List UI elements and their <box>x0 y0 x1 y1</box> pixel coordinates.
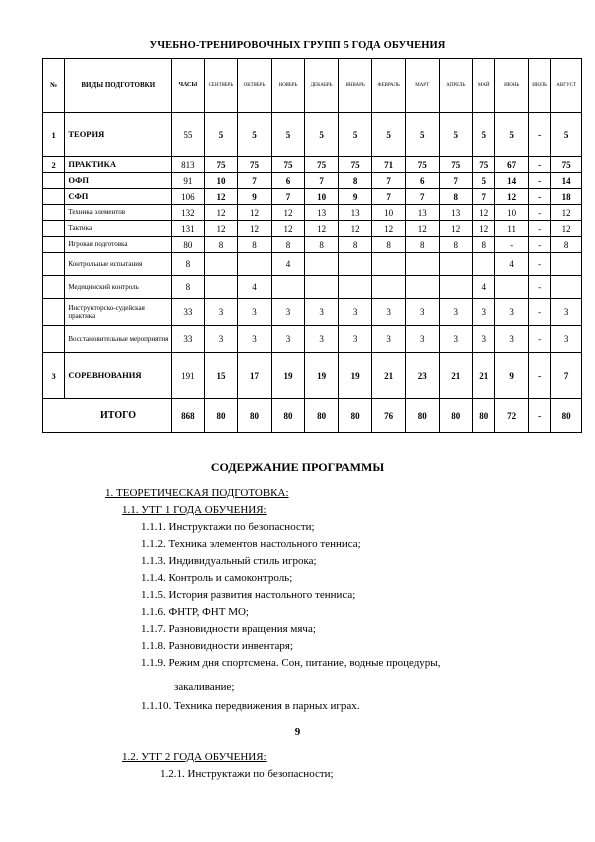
table-row <box>43 221 582 237</box>
month-cell: 12 <box>271 205 305 221</box>
row-name: ТЕОРИЯ <box>65 113 172 157</box>
row-index <box>43 253 65 276</box>
month-cell: 21 <box>473 353 495 399</box>
month-cell: 9 <box>238 189 272 205</box>
month-cell: 8 <box>204 237 238 253</box>
month-cell: 3 <box>372 299 406 326</box>
month-cell: 5 <box>439 113 473 157</box>
row-hours: 8 <box>172 253 205 276</box>
month-cell: 6 <box>405 173 439 189</box>
month-cell: 3 <box>372 326 406 353</box>
table-row <box>43 326 582 353</box>
row-name: Игровая подготовка <box>65 237 172 253</box>
month-cell <box>372 253 406 276</box>
month-cell: 12 <box>495 189 529 205</box>
month-cell: 3 <box>495 299 529 326</box>
month-cell: 3 <box>405 299 439 326</box>
month-cell: 12 <box>551 205 582 221</box>
table-row <box>43 173 582 189</box>
month-cell: - <box>528 237 550 253</box>
month-cell: 3 <box>439 299 473 326</box>
header-month: ДЕКАБРЬ <box>305 59 339 113</box>
total-row <box>43 399 582 433</box>
month-cell: - <box>528 326 550 353</box>
month-cell: 8 <box>439 237 473 253</box>
header-month: ИЮНЬ <box>495 59 529 113</box>
month-cell: 7 <box>372 173 406 189</box>
month-cell: 12 <box>305 221 339 237</box>
row-hours: 33 <box>172 326 205 353</box>
month-cell: 5 <box>338 113 372 157</box>
month-cell: 17 <box>238 353 272 399</box>
row-name: Восстановительные мероприятия <box>65 326 172 353</box>
row-index <box>43 276 65 299</box>
total-month-cell: - <box>528 399 550 433</box>
month-cell <box>439 253 473 276</box>
month-cell: 7 <box>271 189 305 205</box>
row-name: ОФП <box>65 173 172 189</box>
month-cell: - <box>528 157 550 173</box>
header-month: НОЯБРЬ <box>271 59 305 113</box>
header-month: ИЮЛЬ <box>528 59 550 113</box>
month-cell: 19 <box>338 353 372 399</box>
month-cell <box>473 253 495 276</box>
total-label: ИТОГО <box>65 399 172 433</box>
row-hours: 8 <box>172 276 205 299</box>
month-cell: 10 <box>372 205 406 221</box>
header-kind: ВИДЫ ПОДГОТОВКИ <box>65 59 172 113</box>
month-cell: 7 <box>405 189 439 205</box>
row-hours: 132 <box>172 205 205 221</box>
month-cell: 21 <box>439 353 473 399</box>
month-cell: 5 <box>551 113 582 157</box>
month-cell: 5 <box>271 113 305 157</box>
month-cell: - <box>528 113 550 157</box>
month-cell: 75 <box>338 157 372 173</box>
row-index: 2 <box>43 157 65 173</box>
row-index: 1 <box>43 113 65 157</box>
toc-item: 1.1.5. История развития настольного тенниса; <box>141 589 356 601</box>
month-cell: 75 <box>204 157 238 173</box>
month-cell: 3 <box>204 299 238 326</box>
month-cell: 5 <box>305 113 339 157</box>
month-cell <box>495 276 529 299</box>
row-index <box>43 205 65 221</box>
total-month-cell: 76 <box>372 399 406 433</box>
month-cell: 19 <box>305 353 339 399</box>
month-cell <box>439 276 473 299</box>
month-cell: 7 <box>372 189 406 205</box>
month-cell: 3 <box>271 299 305 326</box>
table-row <box>43 353 582 399</box>
table-row <box>43 189 582 205</box>
month-cell: 12 <box>473 221 495 237</box>
total-month-cell: 80 <box>473 399 495 433</box>
month-cell: 8 <box>405 237 439 253</box>
header-month: МАЙ <box>473 59 495 113</box>
month-cell: 4 <box>271 253 305 276</box>
toc-item: 1.1.7. Разновидности вращения мяча; <box>141 623 316 635</box>
month-cell: 11 <box>495 221 529 237</box>
month-cell: 4 <box>238 276 272 299</box>
toc-item: 1.1.9. Режим дня спортсмена. Сон, питание, водные процедуры, <box>141 657 441 669</box>
month-cell: 12 <box>204 189 238 205</box>
month-cell: 75 <box>439 157 473 173</box>
month-cell: 5 <box>204 113 238 157</box>
month-cell: 3 <box>238 299 272 326</box>
row-index: 3 <box>43 353 65 399</box>
month-cell <box>372 276 406 299</box>
month-cell: 3 <box>495 326 529 353</box>
month-cell: 12 <box>238 205 272 221</box>
page-number: 9 <box>294 726 301 738</box>
row-hours: 91 <box>172 173 205 189</box>
row-hours: 813 <box>172 157 205 173</box>
toc-item: 1.1.3. Индивидуальный стиль игрока; <box>141 555 317 567</box>
header-month: МАРТ <box>405 59 439 113</box>
row-name: Медицинский контроль <box>65 276 172 299</box>
header-hours: ЧАСЫ <box>172 59 205 113</box>
header-month: АПРЕЛЬ <box>439 59 473 113</box>
month-cell: 15 <box>204 353 238 399</box>
month-cell: 10 <box>305 189 339 205</box>
month-cell <box>271 276 305 299</box>
table-header-row <box>43 59 582 113</box>
month-cell: 7 <box>238 173 272 189</box>
month-cell: 3 <box>238 326 272 353</box>
month-cell: 13 <box>439 205 473 221</box>
month-cell: 8 <box>551 237 582 253</box>
total-month-cell: 80 <box>405 399 439 433</box>
month-cell: 8 <box>271 237 305 253</box>
total-month-cell: 80 <box>338 399 372 433</box>
month-cell: 3 <box>338 326 372 353</box>
month-cell: 21 <box>372 353 406 399</box>
month-cell <box>551 253 582 276</box>
month-cell: 75 <box>551 157 582 173</box>
month-cell: 9 <box>338 189 372 205</box>
toc-heading-1: 1. ТЕОРЕТИЧЕСКАЯ ПОДГОТОВКА: <box>105 487 289 499</box>
month-cell: 13 <box>338 205 372 221</box>
month-cell: 7 <box>439 173 473 189</box>
total-month-cell: 80 <box>305 399 339 433</box>
month-cell: 3 <box>473 299 495 326</box>
total-month-cell: 80 <box>439 399 473 433</box>
month-cell: 14 <box>495 173 529 189</box>
month-cell: 3 <box>305 326 339 353</box>
header-month: ОКТЯБРЬ <box>238 59 272 113</box>
month-cell: 8 <box>338 237 372 253</box>
month-cell: 4 <box>473 276 495 299</box>
month-cell: 5 <box>372 113 406 157</box>
table-row <box>43 237 582 253</box>
month-cell: 5 <box>473 113 495 157</box>
month-cell: 3 <box>338 299 372 326</box>
header-month: ФЕВРАЛЬ <box>372 59 406 113</box>
total-hours: 868 <box>172 399 205 433</box>
month-cell: 12 <box>405 221 439 237</box>
month-cell: 3 <box>305 299 339 326</box>
row-hours: 191 <box>172 353 205 399</box>
month-cell: 12 <box>372 221 406 237</box>
row-name: Контрольные испытания <box>65 253 172 276</box>
month-cell: 13 <box>405 205 439 221</box>
month-cell: 4 <box>495 253 529 276</box>
total-index <box>43 399 65 433</box>
month-cell: - <box>495 237 529 253</box>
toc-item: 1.2.1. Инструктажи по безопасности; <box>160 768 334 780</box>
toc-heading-1-1: 1.1. УТГ 1 ГОДА ОБУЧЕНИЯ: <box>122 504 267 516</box>
month-cell: - <box>528 276 550 299</box>
toc-item: 1.1.10. Техника передвижения в парных играх. <box>141 700 360 712</box>
month-cell: 8 <box>238 237 272 253</box>
table-row <box>43 299 582 326</box>
month-cell: 12 <box>271 221 305 237</box>
table-row <box>43 113 582 157</box>
month-cell: 19 <box>271 353 305 399</box>
row-index <box>43 237 65 253</box>
month-cell <box>204 276 238 299</box>
toc-item: 1.1.1. Инструктажи по безопасности; <box>141 521 315 533</box>
month-cell: 5 <box>495 113 529 157</box>
month-cell: - <box>528 299 550 326</box>
month-cell: 8 <box>305 237 339 253</box>
total-month-cell: 80 <box>551 399 582 433</box>
row-hours: 131 <box>172 221 205 237</box>
month-cell: 3 <box>271 326 305 353</box>
month-cell: - <box>528 221 550 237</box>
month-cell: 12 <box>473 205 495 221</box>
toc-heading-1-2: 1.2. УТГ 2 ГОДА ОБУЧЕНИЯ: <box>122 751 267 763</box>
row-hours: 106 <box>172 189 205 205</box>
row-name: СОРЕВНОВАНИЯ <box>65 353 172 399</box>
month-cell <box>305 253 339 276</box>
month-cell: - <box>528 353 550 399</box>
month-cell <box>405 276 439 299</box>
month-cell: 14 <box>551 173 582 189</box>
row-index <box>43 173 65 189</box>
month-cell: 3 <box>439 326 473 353</box>
month-cell: 75 <box>271 157 305 173</box>
toc-item: 1.1.6. ФНТР, ФНТ МО; <box>141 606 249 618</box>
row-hours: 33 <box>172 299 205 326</box>
toc-item: 1.1.8. Разновидности инвентаря; <box>141 640 294 652</box>
month-cell: 6 <box>271 173 305 189</box>
table-row <box>43 205 582 221</box>
training-plan-table <box>42 58 582 433</box>
month-cell: 8 <box>338 173 372 189</box>
month-cell: - <box>528 189 550 205</box>
header-num: № <box>43 59 65 113</box>
month-cell: - <box>528 205 550 221</box>
table-title: УЧЕБНО-ТРЕНИРОВОЧНЫХ ГРУПП 5 ГОДА ОБУЧЕНИЯ <box>149 40 446 51</box>
month-cell: 8 <box>372 237 406 253</box>
month-cell: 18 <box>551 189 582 205</box>
month-cell <box>405 253 439 276</box>
month-cell: 23 <box>405 353 439 399</box>
row-index <box>43 299 65 326</box>
month-cell <box>338 253 372 276</box>
month-cell: 75 <box>238 157 272 173</box>
total-month-cell: 80 <box>238 399 272 433</box>
month-cell: 12 <box>439 221 473 237</box>
row-index <box>43 189 65 205</box>
month-cell: 3 <box>551 299 582 326</box>
month-cell: 3 <box>204 326 238 353</box>
month-cell: 12 <box>338 221 372 237</box>
month-cell <box>551 276 582 299</box>
month-cell: 10 <box>204 173 238 189</box>
month-cell: 7 <box>551 353 582 399</box>
table-row <box>43 157 582 173</box>
month-cell: 7 <box>473 189 495 205</box>
total-month-cell: 72 <box>495 399 529 433</box>
month-cell <box>204 253 238 276</box>
toc-item: 1.1.2. Техника элементов настольного тенниса; <box>141 538 361 550</box>
month-cell: 9 <box>495 353 529 399</box>
header-month: СЕНТЯБРЬ <box>204 59 238 113</box>
table-row <box>43 253 582 276</box>
row-name: Инструкторско-судейская практика <box>65 299 172 326</box>
month-cell: 8 <box>473 237 495 253</box>
month-cell: 71 <box>372 157 406 173</box>
row-name: Техника элементов <box>65 205 172 221</box>
row-name: ПРАКТИКА <box>65 157 172 173</box>
month-cell: 3 <box>551 326 582 353</box>
row-index <box>43 326 65 353</box>
header-month: АВГУСТ <box>551 59 582 113</box>
month-cell: - <box>528 173 550 189</box>
row-name: Тактика <box>65 221 172 237</box>
month-cell: 7 <box>305 173 339 189</box>
month-cell <box>305 276 339 299</box>
month-cell: - <box>528 253 550 276</box>
toc-item: 1.1.4. Контроль и самоконтроль; <box>141 572 293 584</box>
month-cell: 75 <box>473 157 495 173</box>
month-cell: 75 <box>305 157 339 173</box>
month-cell: 10 <box>495 205 529 221</box>
header-month: ЯНВАРЬ <box>338 59 372 113</box>
month-cell: 12 <box>238 221 272 237</box>
total-month-cell: 80 <box>271 399 305 433</box>
month-cell: 8 <box>439 189 473 205</box>
month-cell: 12 <box>204 205 238 221</box>
table-row <box>43 276 582 299</box>
month-cell: 12 <box>204 221 238 237</box>
program-title: СОДЕРЖАНИЕ ПРОГРАММЫ <box>210 460 385 474</box>
row-name: СФП <box>65 189 172 205</box>
month-cell: 75 <box>405 157 439 173</box>
month-cell: 5 <box>405 113 439 157</box>
row-hours: 80 <box>172 237 205 253</box>
month-cell: 3 <box>473 326 495 353</box>
month-cell <box>238 253 272 276</box>
row-index <box>43 221 65 237</box>
month-cell: 13 <box>305 205 339 221</box>
toc-item-continuation: закаливание; <box>174 681 235 693</box>
total-month-cell: 80 <box>204 399 238 433</box>
row-hours: 55 <box>172 113 205 157</box>
month-cell <box>338 276 372 299</box>
month-cell: 3 <box>405 326 439 353</box>
month-cell: 5 <box>473 173 495 189</box>
month-cell: 5 <box>238 113 272 157</box>
month-cell: 12 <box>551 221 582 237</box>
month-cell: 67 <box>495 157 529 173</box>
